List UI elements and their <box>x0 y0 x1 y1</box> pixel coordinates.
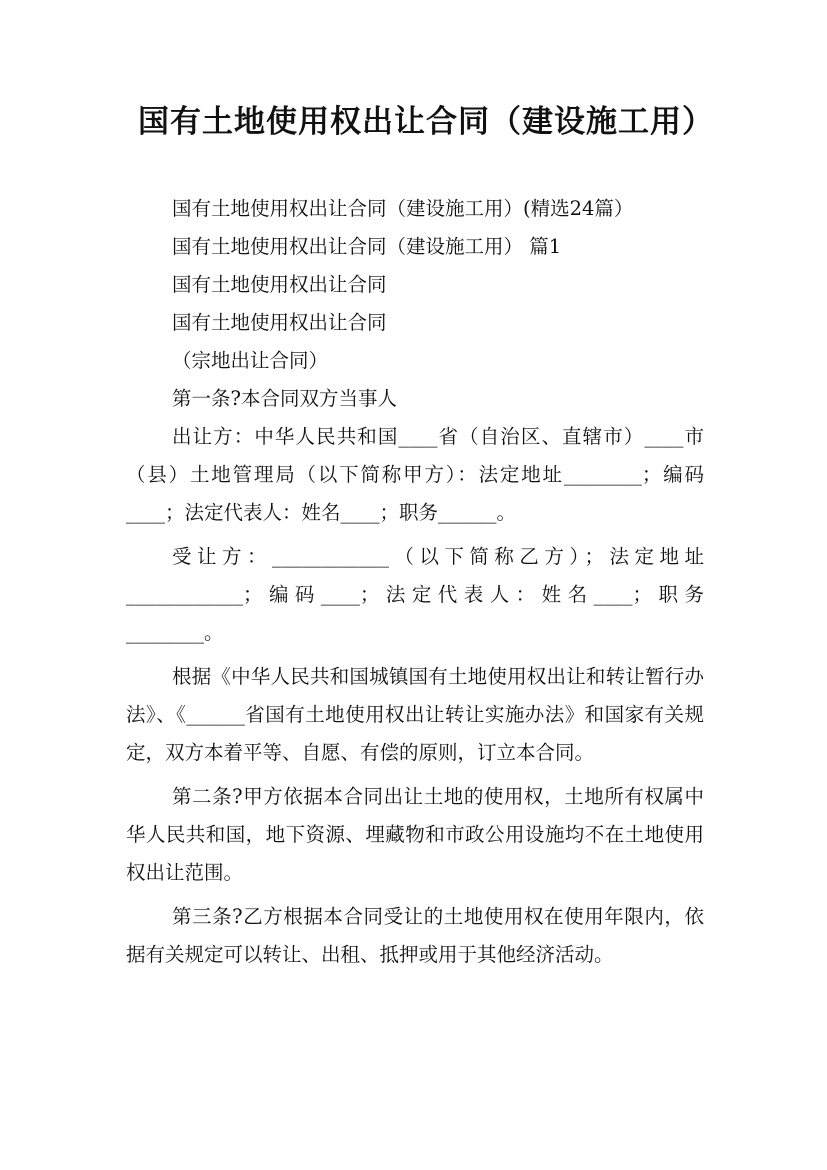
paragraph-contract-subtitle: （宗地出让合同） <box>172 349 329 372</box>
paragraph-legal-basis: 根据《中华人民共和国城镇国有土地使用权出让和转让暂行办法》、《______省国有土地使用权出让转让实施办法》和国家有关规定，双方本着平等、自愿、有偿的原则，订立本合同。 <box>126 665 704 764</box>
paragraph-contract-name-repeat: 国有土地使用权出让合同 <box>172 311 387 334</box>
paragraph-contract-name: 国有土地使用权出让合同 <box>172 273 387 296</box>
paragraph-grantee: 受让方：____________（以下简称乙方）；法定地址____________；编码____；法定代表人：姓名____；职务________。 <box>126 545 704 644</box>
paragraph-article-3: 第三条?乙方根据本合同受让的土地使用权在使用年限内，依据有关规定可以转让、出租、抵押或用于其他经济活动。 <box>126 905 704 966</box>
paragraph-heading-part1: 国有土地使用权出让合同（建设施工用） 篇1 <box>172 235 562 258</box>
paragraph-article-1: 第一条?本合同双方当事人 <box>172 387 397 410</box>
paragraph-grantor: 出让方：中华人民共和国____省（自治区、直辖市）____市（县）土地管理局（以下简称甲方）：法定地址________；编码____；法定代表人：姓名____；职务______。 <box>126 425 704 524</box>
document-body <box>126 190 704 974</box>
paragraph-article-2: 第二条?甲方依据本合同出让土地的使用权，土地所有权属中华人民共和国，地下资源、埋藏物和市政公用设施均不在土地使用权出让范围。 <box>126 785 704 884</box>
paragraph-heading-collection: 国有土地使用权出让合同（建设施工用）(精选24篇） <box>172 197 634 220</box>
document-title: 国有土地使用权出让合同（建设施工用） <box>138 104 714 140</box>
